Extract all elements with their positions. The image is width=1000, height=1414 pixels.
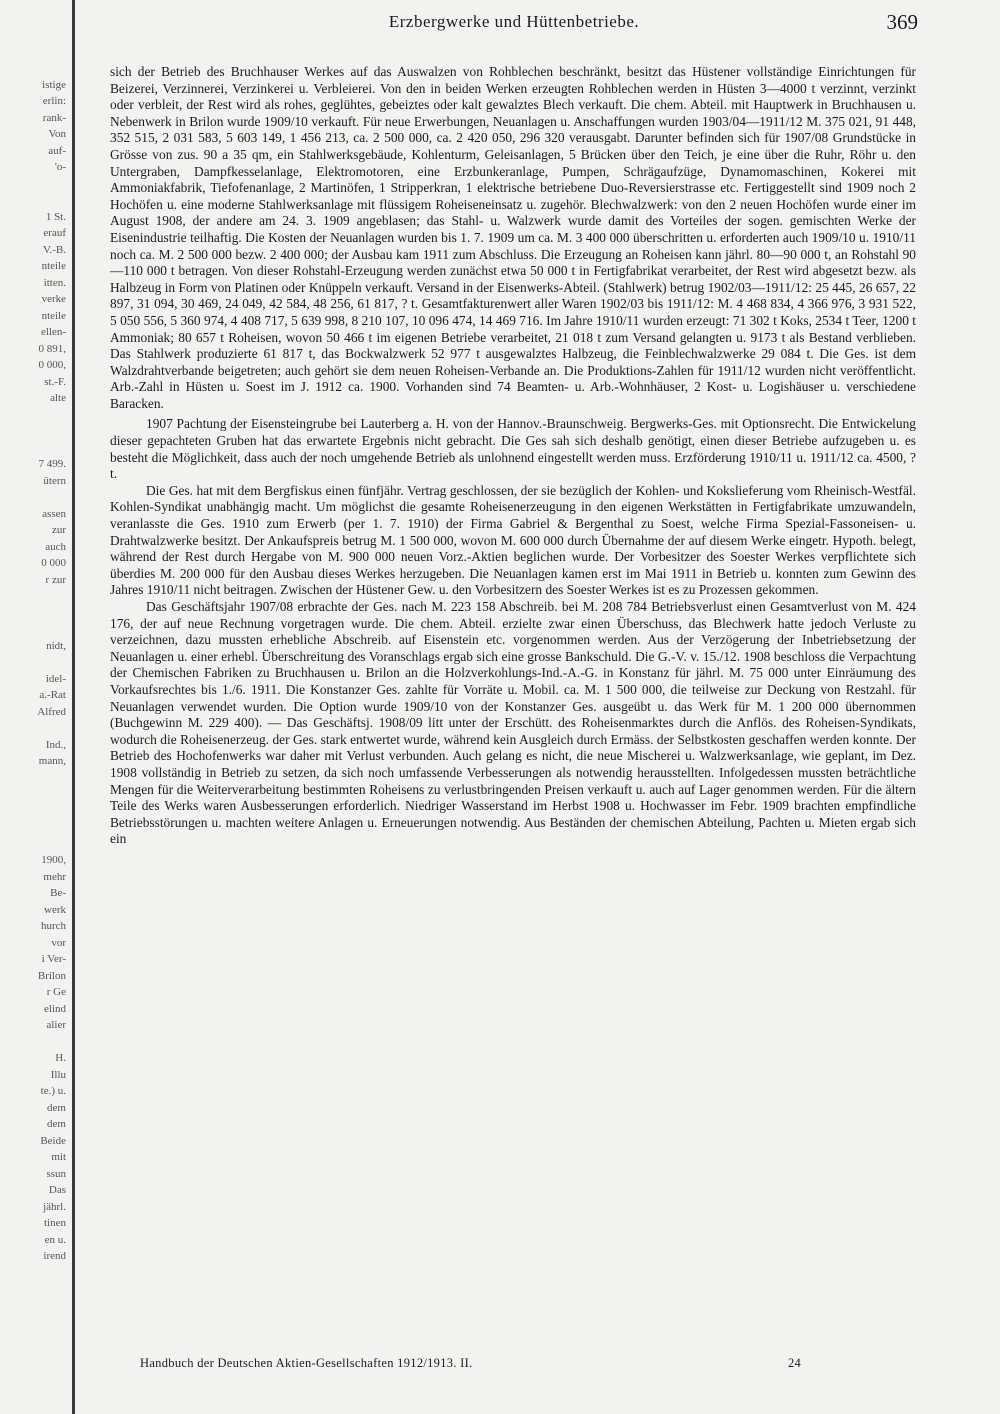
margin-fragment: Illu	[50, 1068, 66, 1081]
margin-fragment: r zur	[45, 573, 66, 586]
paragraph-soest-acquisition: Die Ges. hat mit dem Bergfiskus einen fünfjähr. Vertrag geschlossen, der sie bezüglich der Kohlen- und Kokslieferung vom Rheinisch-Westfäl. Kohlen-Syndikat unabhängig macht. Um möglichst die gesamte Roheisenerzeugung in den eigenen Werkstätten in Fertigfabrikate umzuwandeln, veranlasste die Ges. 1910 zum Erwerb (per 1. 7. 1910) der Firma Gabriel & Bergenthal zu Soest, welche Firma Spezial-Fassoneisen- u. Drahtwalzwerke besitzt. Der Ankaufspreis betrug M. 1 500 000, wovon M. 600 000 durch Übernahme der auf diesem Werke eingetr. Hypoth. belegt, während der Rest durch Hergabe von M. 900 000 neuen Vorz.-Aktien beglichen wurde. Der Vorbesitzer des Soester Werkes verpflichtete sich überdies M. 200 000 für den Ausbau dieses Werkes herzugeben. Die Neuanlagen kamen erst im Mai 1911 in Betrieb u. konnten zum Gewinn des Jahres 1910/11 nicht beitragen. Zwischen der Hüstener Gew. u. den Vorbesitzern des Soester Werkes ist es zu Prozessen gekommen.	[110, 482, 916, 598]
margin-fragment: ütern	[43, 474, 66, 487]
margin-fragment: 0 000	[41, 557, 66, 569]
margin-fragment: rank-	[42, 111, 66, 124]
margin-fragment: H.	[55, 1052, 66, 1064]
margin-fragment: mann,	[38, 755, 66, 767]
margin-fragment: 0 000,	[38, 359, 66, 371]
margin-fragment: Brilon	[37, 969, 66, 982]
margin-fragment: assen	[42, 507, 66, 520]
adjacent-page-margin-fragments	[0, 60, 70, 1360]
margin-fragment: Alfred	[37, 705, 66, 718]
margin-fragment: irend	[43, 1250, 66, 1262]
margin-fragment: Beide	[40, 1134, 66, 1147]
margin-fragment: nteile	[41, 260, 66, 272]
margin-fragment: tinen	[44, 1217, 66, 1229]
margin-fragment: mehr	[43, 870, 66, 883]
margin-fragment: jährl.	[43, 1200, 66, 1213]
running-header	[110, 12, 918, 42]
margin-fragment: en u.	[44, 1233, 66, 1246]
body-text	[110, 64, 916, 848]
margin-fragment: istige	[42, 78, 66, 91]
margin-fragment: Von	[48, 128, 66, 140]
margin-fragment: 'o-	[54, 161, 66, 173]
running-title: Erzbergwerke und Hüttenbetriebe.	[388, 12, 640, 31]
margin-fragment: Be-	[50, 887, 66, 899]
margin-fragment: verke	[41, 293, 66, 305]
page-number: 369	[886, 10, 918, 34]
margin-fragment: idel-	[45, 672, 66, 685]
margin-fragment: 1 St.	[45, 210, 66, 223]
margin-fragment: nidt,	[46, 639, 66, 652]
margin-fragment: alier	[46, 1019, 66, 1031]
paragraph-lauterberg-lease: 1907 Pachtung der Eisensteingrube bei Lauterberg a. H. von der Hannov.-Braunschweig. Bergwerks-Ges. mit Optionsrecht. Die Entwickelung dieser gepachteten Gruben hat das erwartete Ergebnis nicht gebracht. Die Ges sah sich deshalb genötigt, einen dieser Betriebe aufzugeben u. es besteht die Möglichkeit, dass auch der noch umgehende Betrieb als unlohnend eingestellt werden muss. Erzförderung 1910/11 u. 1911/12 ca. 4500, ? t.	[110, 416, 916, 482]
margin-fragment: Ind.,	[45, 738, 66, 751]
margin-fragment: te.) u.	[40, 1085, 66, 1097]
sheet-number: 24	[788, 1356, 802, 1370]
margin-fragment: erlin:	[42, 95, 66, 107]
margin-fragment: elind	[44, 1002, 66, 1015]
margin-fragment: werk	[44, 903, 66, 916]
margin-fragment: auf-	[48, 144, 66, 157]
margin-fragment: auch	[45, 540, 66, 553]
paragraph-fiscal-years: Das Geschäftsjahr 1907/08 erbrachte der Ges. nach M. 223 158 Abschreib. bei M. 208 784 Betriebsverlust einen Gesamtverlust von M. 424 176, der auf neue Rechnung vorgetragen wurde. Die chem. Abteil. erzielte zwar einen Überschuss, das Blechwerk hatte jedoch Verluste zu verzeichnen, dazu mussten erhebliche Abschreib. auf Eisenstein etc. vorgenommen werden. Aus der Verzögerung der Inbetriebsetzung der Neuanlagen u. einer erhebl. Überschreitung des Voranschlags ergab sich eine grosse Bankschuld. Die G.-V. v. 15./12. 1908 beschloss die Verpachtung der Chemischen Fabriken zu Bruchhausen u. Brilon an die Holzverkohlungs-Ind.-A.-G. in Konstanz für jährl. M. 75 000 unter Einräumung des Vorkaufsrechtes bis 1./6. 1911. Die Konstanzer Ges. zahlte für Vorräte u. Mobil. ca. M. 1 500 000, die teilweise zur Deckung von Restzahl. für Neuanlagen verwendet wurden. Die Option wurde 1909/10 von der Konstanzer Ges. ausgeübt u. das Werk für M. 1 200 000 übernommen (Buchgewinn M. 229 400). — Das Geschäftsj. 1908/09 litt unter der Erschütt. des Roheisenmarktes durch die Anflös. des Roheisen-Syndikats, wodurch die Roheisenerzeug. der Ges. stark entwertet wurde, während kein Ausgleich durch Ermäss. der Selbstkosten geschaffen werden konnte. Der Betrieb des Hochofenwerks war daher mit Verlust verbunden. Auch gelang es nicht, die neue Mischerei u. Walzwerksanlage, wie geplant, im Dez. 1908 vollständig in Betrieb zu setzen, da sich noch umfassende Verbesserungen als notwendig herausstellten. Infolgedessen mussten beträchtliche Mengen für die Weiterverarbeitung bestimmten Roheisens zu verlustbringenden Preisen verkauft u. auch auf Lager genommen werden. Für die ältern Teile des Werks waren Ausbesserungen erforderlich. Niedriger Wasserstand im Herbst 1908 u. Hochwasser im Febr. 1909 brachten empfindliche Betriebsstörungen u. machten weitere Anlagen u. Erneuerungen notwendig. Aus Beständen der chemischen Abteilung, Pachten u. Mieten ergab sich ein	[110, 599, 916, 847]
margin-fragment: mit	[51, 1151, 66, 1163]
margin-fragment: i Ver-	[41, 953, 66, 965]
margin-fragment: r Ge	[46, 986, 66, 998]
margin-fragment: zur	[51, 524, 66, 536]
margin-fragment: dem	[47, 1101, 66, 1114]
margin-fragment: st.-F.	[44, 375, 66, 388]
paragraph-works-description: sich der Betrieb des Bruchhauser Werkes auf das Auswalzen von Rohblechen beschränkt, besitzt das Hüstener vollständige Einrichtungen für Beizerei, Verzinnerei, Verzinkerei u. Verbleierei. Von den in beiden Werken erzeugten Rohblechen werden in Hüsten 3—4000 t verzinnt, verzinkt oder verbleit, der Rest wird als rohes, geglühtes, gebeiztes oder kalt gewalztes Blech verkauft. Die chem. Abteil. mit Hauptwerk in Bruchhausen u. Nebenwerk in Brilon wurde 1909/10 verkauft. Für neue Erwerbungen, Neuanlagen u. Anschaffungen wurden 1903/04—1911/12 M. 375 021, 91 448, 352 515, 2 031 583, 5 603 149, 1 456 213, ca. 2 500 000, ca. 2 420 050, 296 320 verausgabt. Darunter befinden sich für 1907/08 Grundstücke in Grösse von zus. 90 a 35 qm, ein Stahlwerksgebäude, Kohlenturm, Geleisanlagen, 5 Brücken über den Teich, je eine über die Ruhr, Röhr u. den Untergraben, Dampfkesselanlage, Elektromotoren, eine Erzbunkeranlage, Pumpen, Schrägaufzüge, Dynamomaschinen, Kokerei mit Ammoniakfabrik, Tiefofenanlage, 2 Martinöfen, 1 Stripperkran, 1 elektrische betriebene Duo-Reversierstrasse etc. Fertiggestellt sind 1909 noch 2 Hochöfen u. eine moderne Stahlwerksanlage mit flüssigem Roheiseneinsatz u. zugehör. Blechwalzwerk: von den 2 neuen Hochöfen wurde einer im August 1908, der andere am 24. 3. 1909 angeblasen; das Stahl- u. Walzwerk wurde damit des Vorteiles der sogen. gemischten Werke der Eisenindustrie teilhaftig. Die Kosten der Neuanlagen wurden bis 1. 7. 1909 um ca. M. 3 400 000 überschritten u. erforderten auch 1909/10 u. 1910/11 noch ca. M. 2 500 000 bezw. 2 400 000; der Ausbau kam 1911 zum Abschluss. Die Erzeugung an Roheisen kann jährl. 80—90 000 t, an Rohstahl 90—110 000 t betragen. Von dieser Rohstahl-Erzeugung werden zunächst etwa 50 000 t in Fertigfabrikat verarbeitet, der Rest wird abgesetzt bezw. als Halbzeug in Form von Platinen oder Knüppeln verkauft. Versand in der Eisenwerks-Abteil. (Stahlwerk) betrug 1902/03—1911/12: 25 445, 26 657, 22 897, 31 094, 30 469, 24 049, 42 584, 48 256, 61 817, ? t. Gesamtfakturenwert aller Waren 1902/03 bis 1911/12: M. 4 468 834, 4 366 976, 3 931 522, 5 050 556, 5 360 974, 4 408 717, 5 639 998, 8 210 107, 10 096 474, 14 469 716. Im Jahre 1910/11 wurden erzeugt: 71 302 t Koks, 2534 t Teer, 1200 t Ammoniak; 80 657 t Roheisen, wovon 50 466 t im eigenen Betriebe verarbeitet, 21 018 t zum Versand gelangten u. 9173 t als Bestand verblieben. Das Stahlwerk produzierte 61 817 t, das Bockwalzwerk 52 977 t ausgewalztes Halbzeug, die Feinblechwalzwerke 29 084 t. Die Ges. ist dem Walzdrahtverbande beigetreten; auch gehört sie dem neuen Roheisen-Verbande an. Die Produktions-Zahlen für 1911/12 wurden nicht veröffentlicht. Arb.-Zahl in Hüsten u. Soest im J. 1912 ca. 1900. Vorhanden sind 74 Beamten- u. Arb.-Wohnhäuser, 2 Kost- u. Logishäuser u. verschiedene Baracken.	[110, 64, 916, 411]
margin-fragment: vor	[51, 936, 66, 949]
running-footer	[140, 1356, 820, 1371]
footer-title: Handbuch der Deutschen Aktien-Gesellschaften 1912/1913. II.	[140, 1356, 473, 1370]
margin-fragment: erauf	[43, 227, 66, 239]
margin-fragment: 1900,	[41, 854, 66, 866]
margin-fragment: 7 499.	[38, 458, 66, 470]
margin-fragment: 0 891,	[38, 342, 66, 355]
margin-fragment: V.-B.	[42, 243, 66, 256]
margin-fragment: hurch	[40, 920, 66, 932]
margin-fragment: a.-Rat	[39, 689, 66, 701]
margin-fragment: ellen-	[40, 326, 66, 338]
page-binding-edge	[72, 0, 75, 1414]
margin-fragment: alte	[50, 392, 66, 404]
margin-fragment: itten.	[43, 276, 66, 289]
margin-fragment: ssun	[46, 1167, 66, 1180]
margin-fragment: nteile	[41, 309, 66, 322]
margin-fragment: dem	[47, 1118, 66, 1130]
margin-fragment: Das	[48, 1184, 66, 1196]
